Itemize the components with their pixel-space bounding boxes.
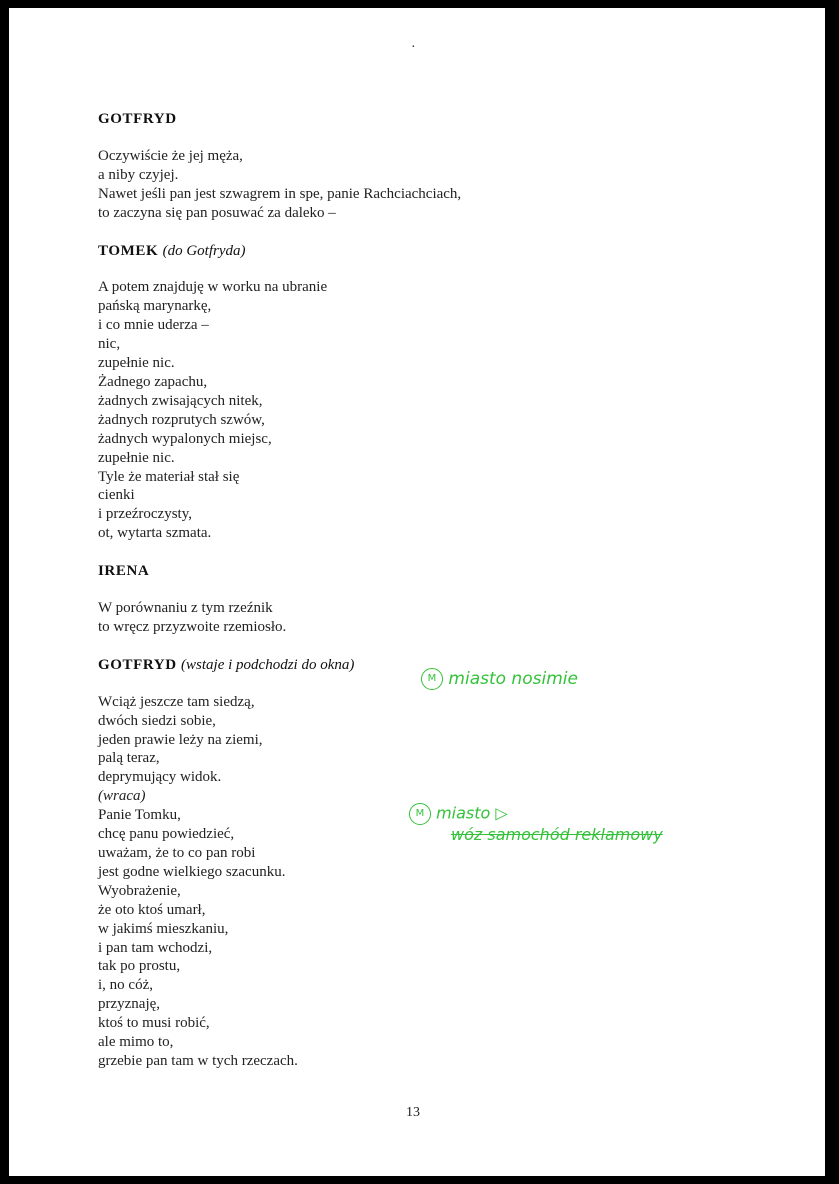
dialogue-line: tak po prostu, xyxy=(98,958,181,975)
dialogue-line: zupełnie nic. xyxy=(98,449,175,466)
top-mark: · xyxy=(411,40,416,55)
dialogue-line: deprymujący widok. xyxy=(98,769,222,786)
dialogue-line: Oczywiście że jej męża, xyxy=(98,147,243,164)
dialogue-line: A potem znajduję w worku na ubranie xyxy=(98,279,328,296)
dialogue-line: Wciąż jeszcze tam siedzą, xyxy=(98,693,255,710)
dialogue-line: i przeźroczysty, xyxy=(98,506,192,523)
dialogue-block xyxy=(98,656,658,1071)
note-text: miasto nosimie xyxy=(448,669,578,689)
dialogue-line: to zaczyna się pan posuwać za daleko – xyxy=(98,204,336,221)
dialogue-line: grzebie pan tam w tych rzeczach. xyxy=(98,1052,298,1069)
dialogue-line: Panie Tomku, xyxy=(98,807,181,824)
dialogue-block xyxy=(98,110,658,223)
note-text: wóz samochód reklamowy xyxy=(451,825,663,844)
dialogue-line: cienki xyxy=(98,487,135,504)
dialogue-line: a niby czyjej. xyxy=(98,166,179,183)
dialogue-line: to wręcz przyzwoite rzemiosło. xyxy=(98,618,287,635)
dialogue-line: Żadnego zapachu, xyxy=(98,373,208,390)
dialogue-line: w jakimś mieszkaniu, xyxy=(98,920,229,937)
dialogue-block xyxy=(98,562,658,637)
note-text: miasto xyxy=(436,803,491,823)
dialogue-line: pańską marynarkę, xyxy=(98,298,212,315)
dialogue-line: zupełnie nic. xyxy=(98,355,175,372)
speaker-name xyxy=(98,242,658,261)
handwritten-note xyxy=(409,803,663,845)
dialogue-line: W porównaniu z tym rzeźnik xyxy=(98,600,273,617)
dialogue-line: że oto ktoś umarł, xyxy=(98,901,206,918)
dialogue-line: Tyle że materiał stał się xyxy=(98,468,240,485)
speaker-label: GOTFRYD xyxy=(98,656,177,673)
dialogue-line: jeden prawie leży na ziemi, xyxy=(98,731,263,748)
dialogue-line: dwóch siedzi sobie, xyxy=(98,712,216,729)
dialogue-line: palą teraz, xyxy=(98,750,160,767)
dialogue-line: i pan tam wchodzi, xyxy=(98,939,213,956)
dialogue-line: żadnych rozprutych szwów, xyxy=(98,411,265,428)
script-text xyxy=(98,110,658,1071)
note-marker-circle: M xyxy=(421,668,443,690)
dialogue-line: i co mnie uderza – xyxy=(98,317,209,334)
dialogue-line: ot, wytarta szmata. xyxy=(98,525,212,542)
speaker-label: IRENA xyxy=(98,563,150,580)
speaker-label: GOTFRYD xyxy=(98,111,177,127)
dialogue-line: Nawet jeśli pan jest szwagrem in spe, panie Rachciachciach, xyxy=(98,185,462,202)
dialogue-line: nic, xyxy=(98,336,121,353)
handwritten-note xyxy=(421,668,578,690)
page-number: 13 xyxy=(406,1105,420,1120)
dialogue-line: ale mimo to, xyxy=(98,1034,174,1051)
note-arrow-icon: ▷ xyxy=(495,803,508,823)
note-marker-circle: M xyxy=(409,803,431,825)
dialogue-block xyxy=(98,242,658,544)
speaker-name xyxy=(98,562,658,581)
stage-direction: (do Gotfryda) xyxy=(162,242,246,259)
dialogue-line: Wyobrażenie, xyxy=(98,882,181,899)
dialogue-line: żadnych zwisających nitek, xyxy=(98,392,263,409)
dialogue-line: i, no cóż, xyxy=(98,977,153,994)
dialogue-line: żadnych wypalonych miejsc, xyxy=(98,430,272,447)
dialogue-line: chcę panu powiedzieć, xyxy=(98,826,235,843)
dialogue-line: uważam, że to co pan robi xyxy=(98,845,256,861)
speaker-label: TOMEK xyxy=(98,242,159,259)
stage-direction: (wstaje i podchodzi do okna) xyxy=(181,656,355,673)
dialogue-line: jest godne wielkiego szacunku. xyxy=(98,863,286,880)
speaker-name xyxy=(98,110,658,129)
dialogue-line: przyznaję, xyxy=(98,996,161,1013)
dialogue-line: ktoś to musi robić, xyxy=(98,1015,210,1032)
document-page xyxy=(9,8,825,1176)
stage-direction-line: (wraca) xyxy=(98,788,146,805)
